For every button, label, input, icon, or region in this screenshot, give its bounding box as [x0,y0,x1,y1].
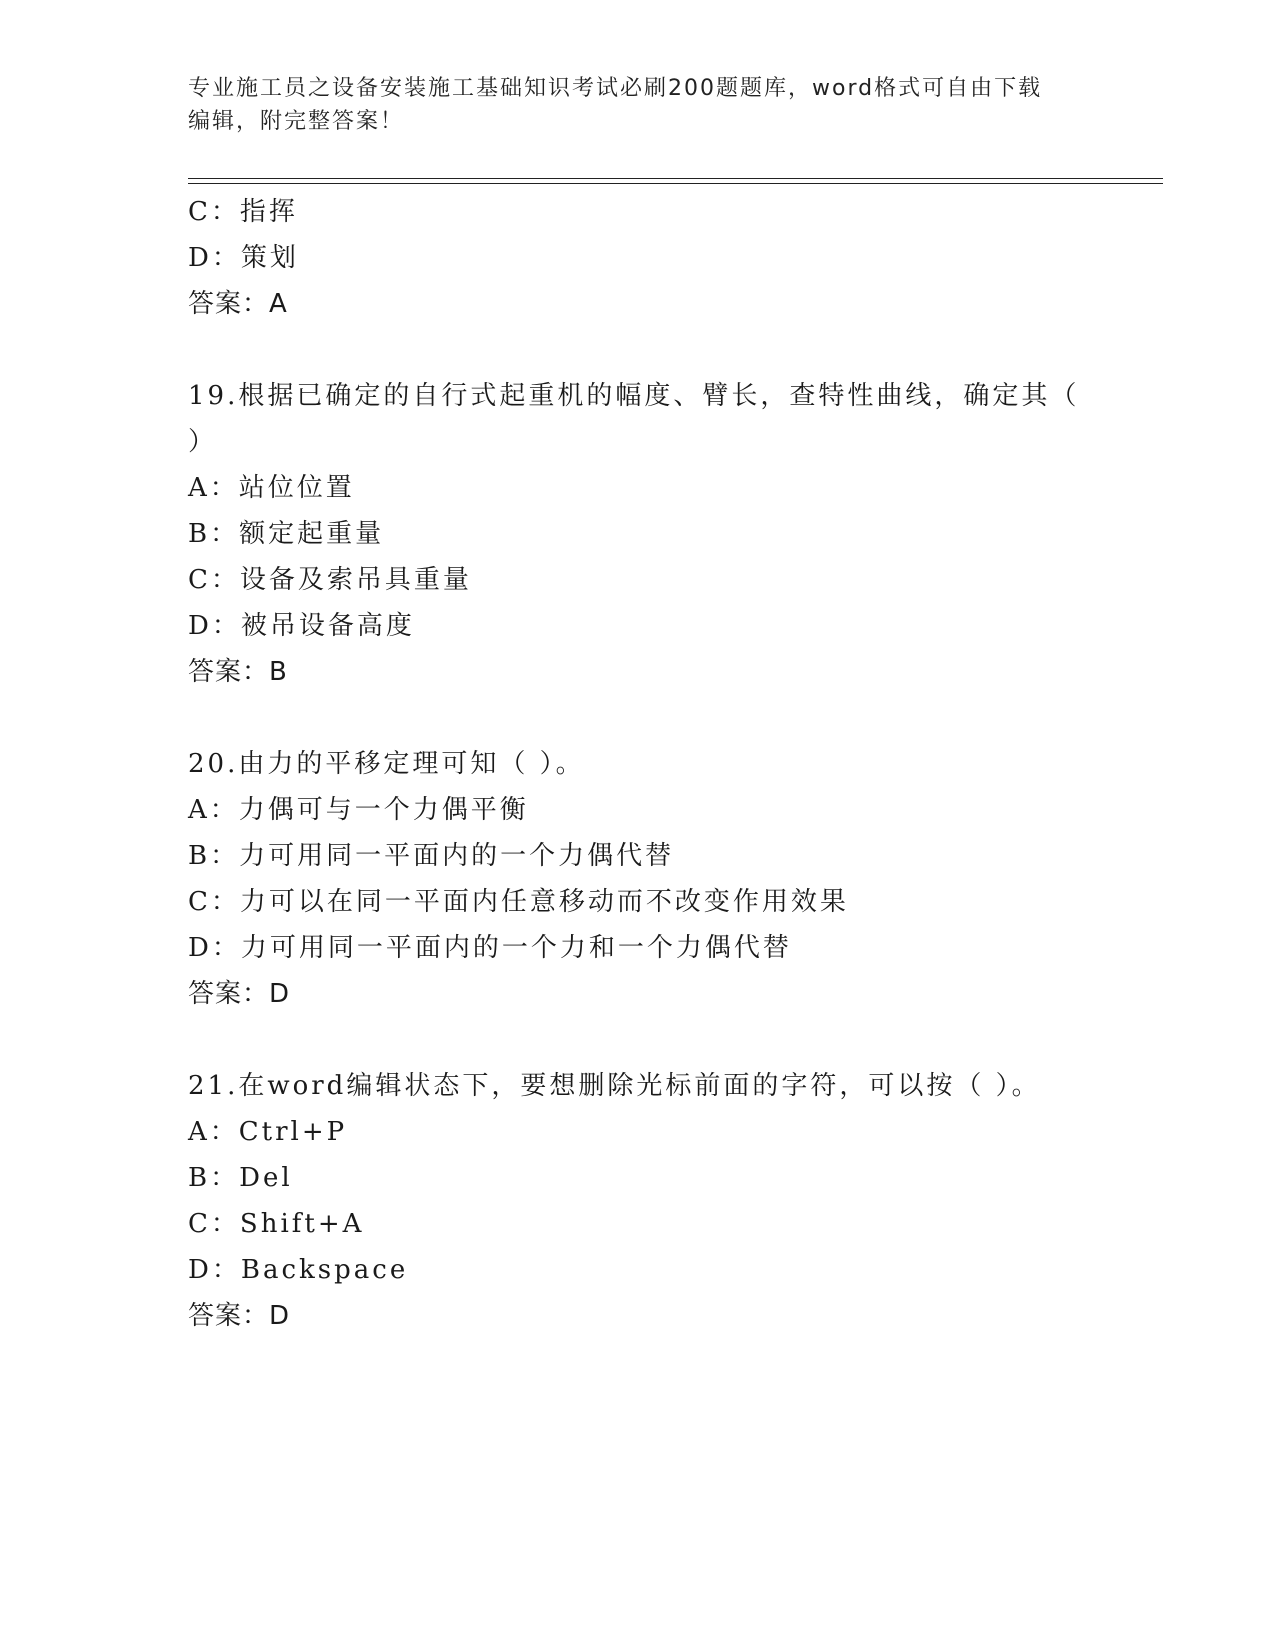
option-d: D：力可用同一平面内的一个力和一个力偶代替 [188,933,792,963]
question-stem: 19.根据已确定的自行式起重机的幅度、臂长，查特性曲线，确定其（ [188,381,1080,411]
option-c: C：Shift+A [188,1209,365,1239]
header-line-1: 专业施工员之设备安装施工基础知识考试必刷200题题库，word格式可自由下载 [188,76,1043,101]
spacer [188,695,1088,741]
option-a: A：Ctrl+P [188,1117,348,1147]
header-divider-bottom [188,183,1163,184]
answer-line: 答案：D [188,1301,291,1331]
option-c: C：力可以在同一平面内任意移动而不改变作用效果 [188,887,849,917]
option-b: B：力可用同一平面内的一个力偶代替 [188,841,675,871]
option-c: C：指挥 [188,197,298,227]
header-line-2: 编辑，附完整答案！ [188,109,405,134]
option-a: A：力偶可与一个力偶平衡 [188,795,529,825]
question-stem: 20.由力的平移定理可知（ ）。 [188,749,585,779]
spacer [188,327,1088,373]
option-a: A：站位位置 [188,473,355,503]
option-d: D：策划 [188,243,299,273]
option-b: B：Del [188,1163,293,1193]
answer-line: 答案：D [188,979,291,1009]
document-header [188,72,1088,138]
question-21 [188,1063,1088,1339]
question-stem-continued: ） [188,427,218,457]
answer-line: 答案：B [188,657,288,687]
question-20 [188,741,1088,1017]
document-body [188,189,1088,1339]
answer-line: 答案：A [188,289,288,319]
question-19 [188,373,1088,695]
question-18-continued [188,189,1088,327]
header-divider-top [188,178,1163,179]
option-d: D：Backspace [188,1255,409,1285]
question-stem: 21.在word编辑状态下，要想删除光标前面的字符，可以按（ ）。 [188,1071,1041,1101]
option-c: C：设备及索吊具重量 [188,565,472,595]
option-d: D：被吊设备高度 [188,611,415,641]
option-b: B：额定起重量 [188,519,385,549]
spacer [188,1017,1088,1063]
